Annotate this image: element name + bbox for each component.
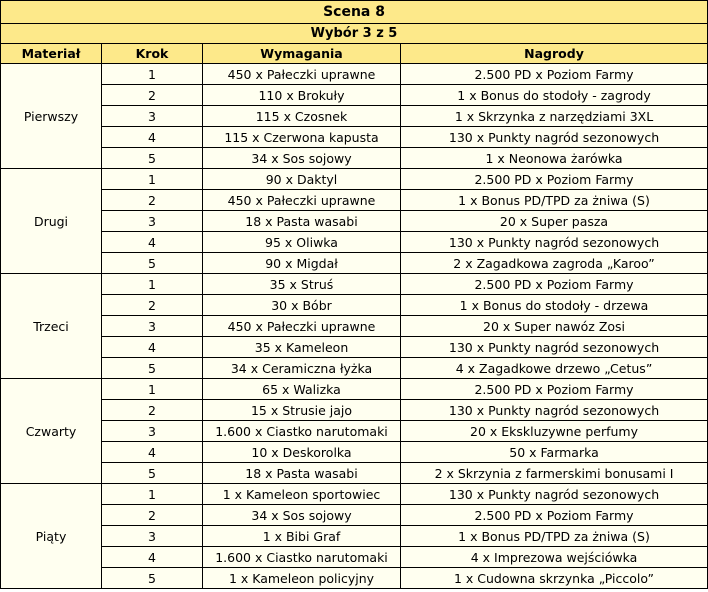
reward-cell: 130 x Punkty nagród sezonowych	[401, 232, 708, 253]
requirement-cell: 1 x Bibi Graf	[203, 526, 401, 547]
column-header-requirements: Wymagania	[203, 44, 401, 64]
step-cell: 2	[102, 85, 203, 106]
step-cell: 1	[102, 484, 203, 505]
reward-cell: 130 x Punkty nagród sezonowych	[401, 400, 708, 421]
table-row	[1, 127, 708, 148]
table-row	[1, 148, 708, 169]
material-cell: Pierwszy	[1, 64, 102, 169]
reward-cell: 20 x Super pasza	[401, 211, 708, 232]
step-cell: 1	[102, 169, 203, 190]
reward-cell: 1 x Bonus PD/TPD za żniwa (S)	[401, 526, 708, 547]
table-row	[1, 337, 708, 358]
step-cell: 2	[102, 295, 203, 316]
step-cell: 3	[102, 211, 203, 232]
table-row	[1, 106, 708, 127]
requirement-cell: 18 x Pasta wasabi	[203, 211, 401, 232]
step-cell: 3	[102, 421, 203, 442]
step-cell: 3	[102, 526, 203, 547]
step-cell: 5	[102, 463, 203, 484]
step-cell: 2	[102, 505, 203, 526]
requirement-cell: 10 x Deskorolka	[203, 442, 401, 463]
reward-cell: 2.500 PD x Poziom Farmy	[401, 505, 708, 526]
reward-cell: 1 x Bonus do stodoły - drzewa	[401, 295, 708, 316]
table-row	[1, 316, 708, 337]
table-row	[1, 568, 708, 589]
requirement-cell: 450 x Pałeczki uprawne	[203, 64, 401, 85]
material-cell: Trzeci	[1, 274, 102, 379]
step-cell: 2	[102, 190, 203, 211]
requirement-cell: 65 x Walizka	[203, 379, 401, 400]
reward-cell: 4 x Zagadkowe drzewo „Cetus”	[401, 358, 708, 379]
table-row	[1, 400, 708, 421]
table-row	[1, 64, 708, 85]
reward-cell: 1 x Bonus do stodoły - zagrody	[401, 85, 708, 106]
table-row	[1, 463, 708, 484]
requirement-cell: 18 x Pasta wasabi	[203, 463, 401, 484]
table-row	[1, 274, 708, 295]
reward-cell: 2.500 PD x Poziom Farmy	[401, 169, 708, 190]
table-row	[1, 547, 708, 568]
requirement-cell: 1.600 x Ciastko narutomaki	[203, 547, 401, 568]
step-cell: 1	[102, 379, 203, 400]
reward-cell: 2.500 PD x Poziom Farmy	[401, 64, 708, 85]
reward-cell: 4 x Imprezowa wejściówka	[401, 547, 708, 568]
requirement-cell: 115 x Czosnek	[203, 106, 401, 127]
material-cell: Czwarty	[1, 379, 102, 484]
table-row	[1, 421, 708, 442]
table-row	[1, 295, 708, 316]
table-row	[1, 526, 708, 547]
subtitle-row	[1, 24, 708, 44]
material-cell: Drugi	[1, 169, 102, 274]
step-cell: 2	[102, 400, 203, 421]
step-cell: 1	[102, 274, 203, 295]
reward-cell: 2 x Zagadkowa zagroda „Karoo”	[401, 253, 708, 274]
requirement-cell: 34 x Sos sojowy	[203, 148, 401, 169]
table-row	[1, 190, 708, 211]
requirement-cell: 90 x Migdał	[203, 253, 401, 274]
step-cell: 5	[102, 148, 203, 169]
reward-cell: 130 x Punkty nagród sezonowych	[401, 127, 708, 148]
requirement-cell: 15 x Strusie jajo	[203, 400, 401, 421]
reward-cell: 130 x Punkty nagród sezonowych	[401, 337, 708, 358]
requirement-cell: 30 x Bóbr	[203, 295, 401, 316]
table-row	[1, 169, 708, 190]
step-cell: 1	[102, 64, 203, 85]
material-cell: Piąty	[1, 484, 102, 589]
table-row	[1, 442, 708, 463]
requirement-cell: 35 x Kameleon	[203, 337, 401, 358]
table-row	[1, 379, 708, 400]
reward-cell: 2 x Skrzynia z farmerskimi bonusami I	[401, 463, 708, 484]
requirement-cell: 1.600 x Ciastko narutomaki	[203, 421, 401, 442]
requirement-cell: 35 x Struś	[203, 274, 401, 295]
column-header-step: Krok	[102, 44, 203, 64]
header-row	[1, 44, 708, 64]
step-cell: 4	[102, 547, 203, 568]
table-row	[1, 505, 708, 526]
step-cell: 3	[102, 316, 203, 337]
reward-cell: 2.500 PD x Poziom Farmy	[401, 379, 708, 400]
step-cell: 5	[102, 568, 203, 589]
requirement-cell: 110 x Brokuły	[203, 85, 401, 106]
step-cell: 4	[102, 337, 203, 358]
table-row	[1, 211, 708, 232]
requirement-cell: 95 x Oliwka	[203, 232, 401, 253]
reward-cell: 20 x Ekskluzywne perfumy	[401, 421, 708, 442]
requirement-cell: 1 x Kameleon sportowiec	[203, 484, 401, 505]
table-row	[1, 85, 708, 106]
table-row	[1, 358, 708, 379]
requirement-cell: 90 x Daktyl	[203, 169, 401, 190]
requirement-cell: 1 x Kameleon policyjny	[203, 568, 401, 589]
reward-cell: 1 x Neonowa żarówka	[401, 148, 708, 169]
requirement-cell: 115 x Czerwona kapusta	[203, 127, 401, 148]
column-header-material: Materiał	[1, 44, 102, 64]
step-cell: 4	[102, 442, 203, 463]
table-row	[1, 253, 708, 274]
reward-cell: 1 x Cudowna skrzynka „Piccolo”	[401, 568, 708, 589]
step-cell: 4	[102, 232, 203, 253]
reward-cell: 2.500 PD x Poziom Farmy	[401, 274, 708, 295]
step-cell: 5	[102, 253, 203, 274]
title-row	[1, 1, 708, 24]
column-header-rewards: Nagrody	[401, 44, 708, 64]
table-row	[1, 232, 708, 253]
requirement-cell: 34 x Ceramiczna łyżka	[203, 358, 401, 379]
reward-cell: 130 x Punkty nagród sezonowych	[401, 484, 708, 505]
table-subtitle: Wybór 3 z 5	[1, 24, 708, 44]
table-title: Scena 8	[1, 1, 708, 24]
step-cell: 5	[102, 358, 203, 379]
requirement-cell: 450 x Pałeczki uprawne	[203, 190, 401, 211]
reward-cell: 1 x Skrzynka z narzędziami 3XL	[401, 106, 708, 127]
reward-cell: 50 x Farmarka	[401, 442, 708, 463]
step-cell: 3	[102, 106, 203, 127]
requirement-cell: 450 x Pałeczki uprawne	[203, 316, 401, 337]
reward-cell: 20 x Super nawóz Zosi	[401, 316, 708, 337]
requirement-cell: 34 x Sos sojowy	[203, 505, 401, 526]
step-cell: 4	[102, 127, 203, 148]
table-row	[1, 484, 708, 505]
reward-cell: 1 x Bonus PD/TPD za żniwa (S)	[401, 190, 708, 211]
